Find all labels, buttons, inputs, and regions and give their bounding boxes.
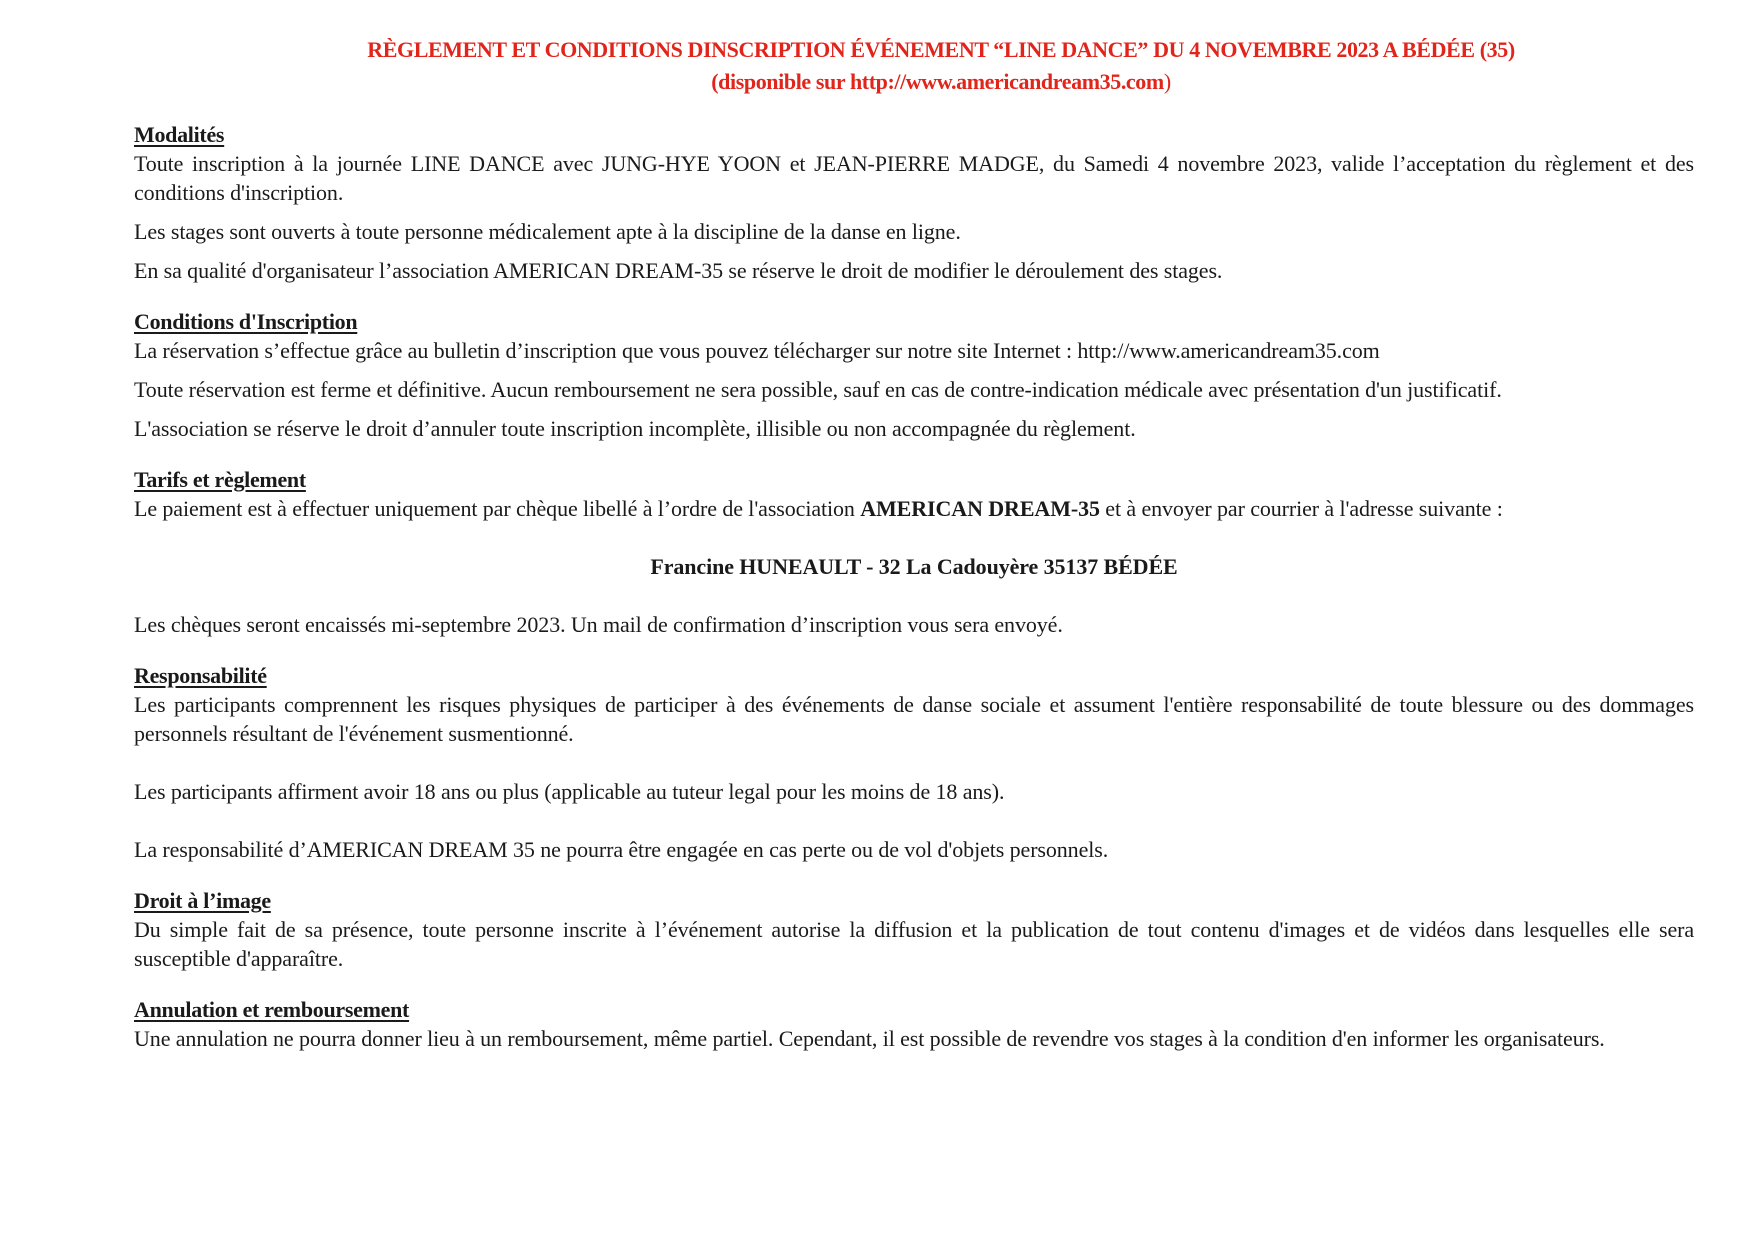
- section-tarifs-reglement: [134, 465, 1694, 639]
- postal-address: Francine HUNEAULT - 32 La Cadouyère 35137 BÉDÉE: [650, 554, 1178, 579]
- payment-payee: AMERICAN DREAM-35: [860, 496, 1100, 521]
- subtitle-prefix: (disponible sur: [711, 69, 850, 94]
- section-heading: Tarifs et règlement: [134, 467, 306, 492]
- section-heading: Annulation et remboursement: [134, 997, 410, 1022]
- section-heading: Responsabilité: [134, 663, 267, 688]
- payment-text-after: et à envoyer par courrier à l'adresse suivante :: [1099, 496, 1503, 521]
- section-droit-image: [134, 886, 1694, 973]
- section-modalites: [134, 120, 1694, 285]
- section-responsabilite: [134, 661, 1694, 864]
- paragraph: Toute inscription à la journée LINE DANCE avec JUNG-HYE YOON et JEAN-PIERRE MADGE, du Samedi 4 novembre 2023, valide l’acceptation du règlement et des conditions d'inscription.: [134, 151, 1694, 205]
- section-conditions-inscription: [134, 307, 1694, 443]
- document-subtitle: [188, 66, 1694, 98]
- paragraph: La responsabilité d’AMERICAN DREAM 35 ne pourra être engagée en cas perte ou de vol d'objets personnels.: [134, 837, 1109, 862]
- paragraph: En sa qualité d'organisateur l’association AMERICAN DREAM-35 se réserve le droit de modifier le déroulement des stages.: [134, 258, 1223, 283]
- section-annulation-remboursement: [134, 995, 1694, 1053]
- paragraph: Les participants affirment avoir 18 ans ou plus (applicable au tuteur legal pour les moins de 18 ans).: [134, 779, 1005, 804]
- section-heading: Droit à l’image: [134, 888, 271, 913]
- document-title: RÈGLEMENT ET CONDITIONS DINSCRIPTION ÉVÉNEMENT “LINE DANCE” DU 4 NOVEMBRE 2023 A BÉDÉE (35): [367, 37, 1515, 62]
- paragraph: Les chèques seront encaissés mi-septembre 2023. Un mail de confirmation d’inscription vous sera envoyé.: [134, 612, 1063, 637]
- website-link[interactable]: http://www.americandream35.com: [849, 69, 1164, 94]
- subtitle-suffix: ): [1163, 69, 1171, 94]
- paragraph: Les participants comprennent les risques physiques de participer à des événements de danse sociale et assument l'entière responsabilité de toute blessure ou des dommages personnels résultant de l'événement susmentionné.: [134, 692, 1694, 746]
- paragraph: L'association se réserve le droit d’annuler toute inscription incomplète, illisible ou non accompagnée du règlement.: [134, 416, 1136, 441]
- document-header: [134, 34, 1694, 98]
- section-heading: Conditions d'Inscription: [134, 309, 358, 334]
- section-heading: Modalités: [134, 122, 225, 147]
- paragraph: La réservation s’effectue grâce au bulletin d’inscription que vous pouvez télécharger sur notre site Internet : http://www.americandream35.com: [134, 338, 1380, 363]
- paragraph: Une annulation ne pourra donner lieu à un remboursement, même partiel. Cependant, il est possible de revendre vos stages à la condition d'en informer les organisateurs.: [134, 1026, 1605, 1051]
- paragraph-payment: [134, 494, 1694, 523]
- payment-text-before: Le paiement est à effectuer uniquement par chèque libellé à l’ordre de l'association: [134, 496, 861, 521]
- paragraph: Toute réservation est ferme et définitive. Aucun remboursement ne sera possible, sauf en cas de contre-indication médicale avec présentation d'un justificatif.: [134, 377, 1502, 402]
- paragraph: Du simple fait de sa présence, toute personne inscrite à l’événement autorise la diffusion et la publication de tout contenu d'images et de vidéos dans lesquelles elle sera susceptible d'apparaître.: [134, 917, 1694, 971]
- document-page: [134, 34, 1694, 1053]
- paragraph: Les stages sont ouverts à toute personne médicalement apte à la discipline de la danse en ligne.: [134, 219, 961, 244]
